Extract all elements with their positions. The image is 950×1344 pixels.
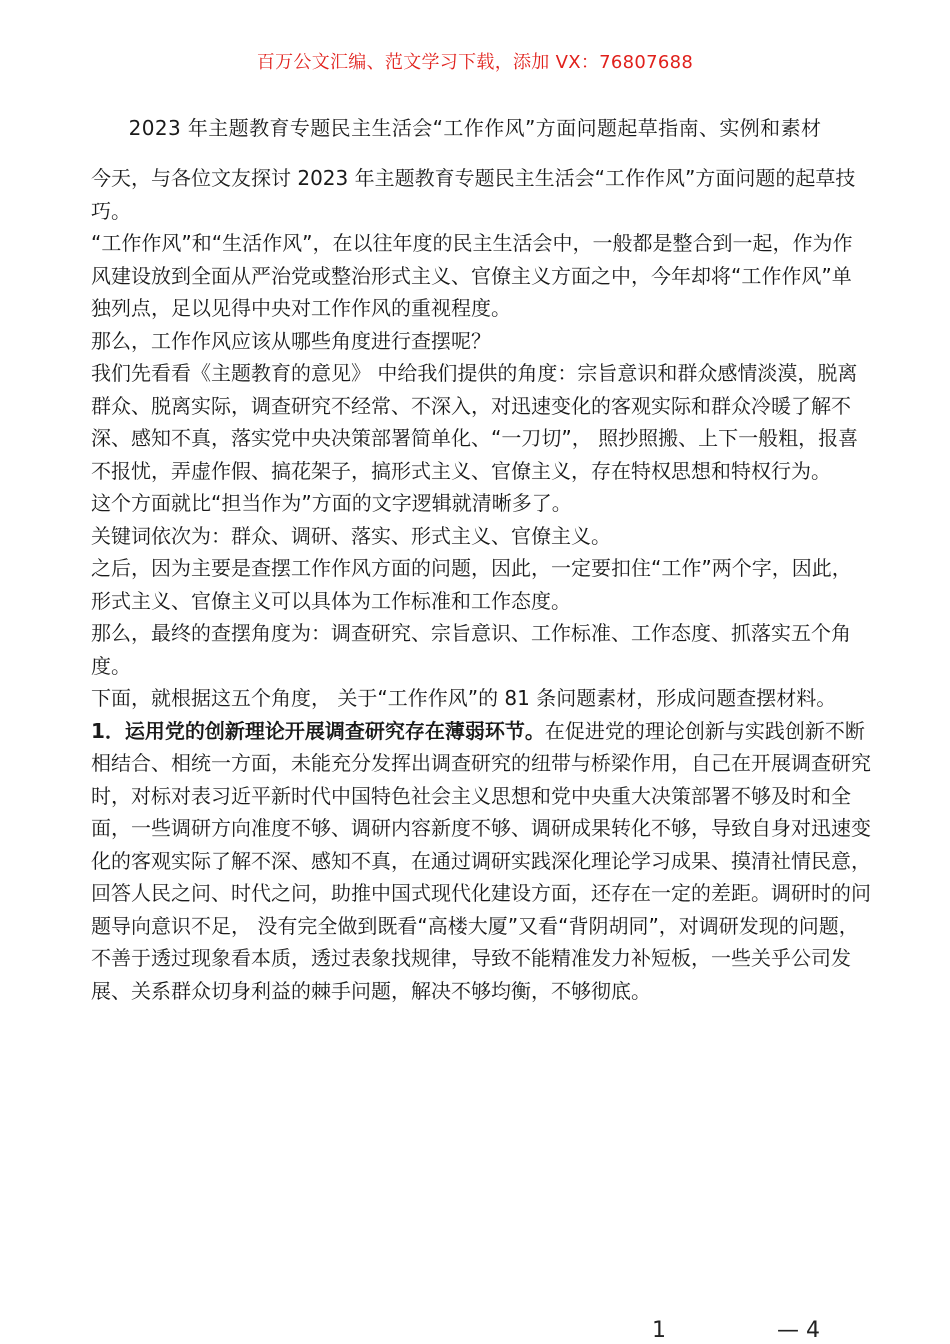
document-body — [91, 162, 871, 1007]
paragraph-question: 那么，工作作风应该从哪些角度进行查摆呢？ — [91, 328, 491, 353]
paragraph-background: “工作作风”和“生活作风”，在以往年度的民主生活会中，一般都是整合到一起，作为作风建设放到全面从严治党或整治形式主义、官僚主义方面之中，今年却将“工作作风”单独列点，足以见得中央对工作作风的重视程度。 — [91, 231, 853, 320]
paragraph-guideline-angles: 我们先看看《主题教育的意见》 中给我们提供的角度：宗旨意识和群众感情淡漠，脱离群众、脱离实际，调查研究不经常、不深入，对迅速变化的客观实际和群众冷暖了解不深、感知不真，落实党中央决策部署简单化、“一刀切”， 照抄照搬、上下一般粗，报喜不报忧，弄虚作假、搞花架子，搞形式主义、官僚主义，存在特权思想和特权行为。 — [91, 361, 859, 483]
paragraph-focus-work: 之后，因为主要是查摆工作作风方面的问题，因此，一定要扣住“工作”两个字，因此，形式主义、官僚主义可以具体为工作标准和工作态度。 — [91, 556, 852, 613]
paragraph-transition: 下面，就根据这五个角度， 关于“工作作风”的 81 条问题素材，形成问题查摆材料。 — [91, 686, 837, 710]
footer-left-mark: 1 — [652, 1318, 666, 1343]
item-1-text: 在促进党的理论创新与实践创新不断相结合、相统一方面，未能充分发挥出调查研究的纽带与桥梁作用，自己在开展调查研究时，对标对表习近平新时代中国特色社会主义思想和党中央重大决策部署不够及时和全面，一些调研方向准度不够、调研内容新度不够、调研成果转化不够，导致自身对迅速变化的客观实际了解不深、感知不真，在通过调研实践深化理论学习成果、摸清社情民意，回答人民之问、时代之问，助推中国式现代化建设方面，还存在一定的差距。调研时的问题导向意识不足， 没有完全做到既看“高楼大厦”又看“背阴胡同”，对调研发现的问题，不善于透过现象看本质，透过表象找规律，导致不能精准发力补短板，一些关乎公司发展、关系群众切身利益的棘手问题，解决不够均衡，不够彻底。 — [91, 718, 871, 1003]
header-banner: 百万公文汇编、范文学习下载，添加 VX：76807688 — [256, 52, 694, 73]
paragraph-logic-note: 这个方面就比“担当作为”方面的文字逻辑就清晰多了。 — [91, 491, 572, 515]
item-1 — [91, 715, 871, 1008]
document-title: 2023 年主题教育专题民主生活会“工作作风”方面问题起草指南、实例和素材 — [128, 116, 822, 140]
paragraph-final-angles: 那么，最终的查摆角度为：调查研究、宗旨意识、工作标准、工作态度、抓落实五个角度。 — [91, 621, 851, 678]
footer-page-number: — 4 — [777, 1318, 820, 1343]
page-footer — [640, 1318, 840, 1344]
paragraph-intro: 今天，与各位文友探讨 2023 年主题教育专题民主生活会“工作作风”方面问题的起草技巧。 — [91, 166, 856, 223]
item-1-heading: 1．运用党的创新理论开展调查研究存在薄弱环节。 — [91, 718, 545, 743]
paragraph-keywords: 关键词依次为：群众、调研、落实、形式主义、官僚主义。 — [91, 523, 611, 548]
